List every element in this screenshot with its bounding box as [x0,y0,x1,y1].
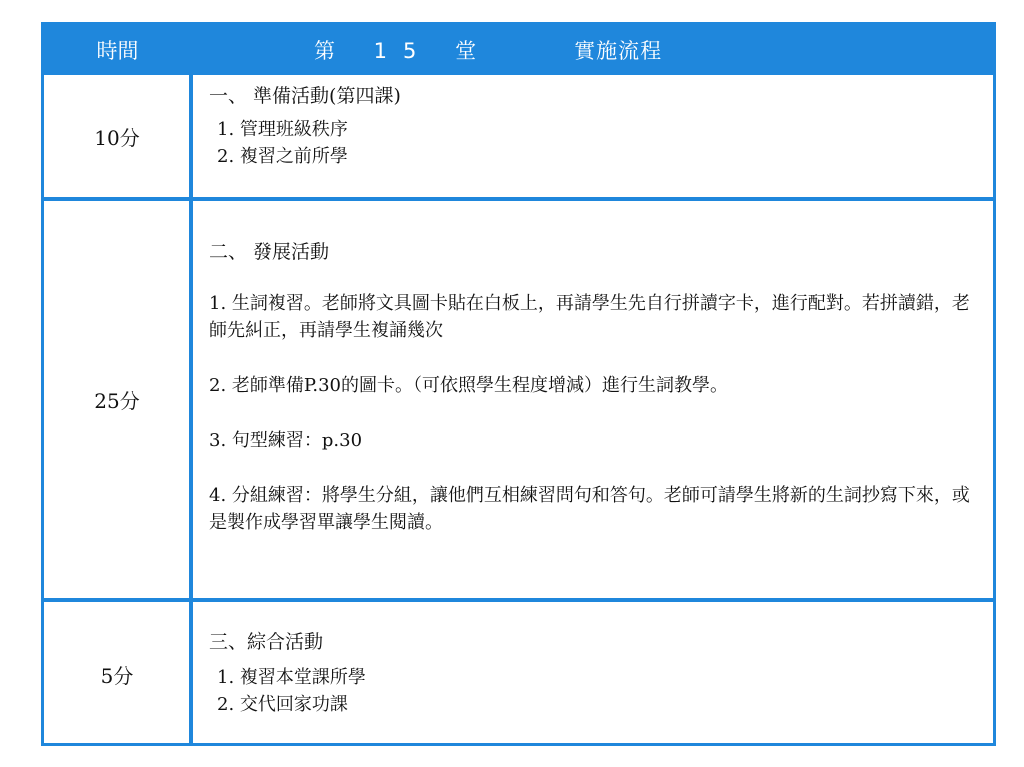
row-time-cell: 25分 [94,389,140,413]
row-content [209,83,987,170]
flow-column-header [191,25,993,75]
row-content [209,239,987,536]
list-item: 3. 句型練習：p.30 [209,430,363,451]
lesson-plan-table [41,22,996,746]
list-item: 2. 老師準備P.30的圖卡。（可依照學生程度增減）進行生詞教學。 [209,375,728,396]
plan-heading: 實施流程 [574,39,663,63]
list-item: 4. 分組練習：將學生分組，讓他們互相練習問句和答句。老師可請學生將新的生詞抄寫下來，或是製作成學習單讓學生閱讀。 [209,485,970,533]
list-item: 2. 交代回家功課 [217,694,348,715]
list-item: 1. 生詞複習。老師將文具圖卡貼在白板上，再請學生先自行拼讀字卡，進行配對。若拼讀錯，老師先糾正，再請學生複誦幾次 [209,293,970,341]
table-header [44,25,993,75]
section-title: 三、綜合活動 [209,631,324,653]
section-title: 二、 發展活動 [209,241,330,263]
list-item: 2. 複習之前所學 [217,146,348,167]
list-item: 1. 複習本堂課所學 [217,667,366,688]
list-item: 1. 管理班級秩序 [217,119,348,140]
time-column-header: 時間 [96,39,139,63]
row-content [209,629,987,718]
lesson-number: 第 15 堂 [314,39,493,63]
section-title: 一、 準備活動(第四課) [209,85,401,107]
row-time-cell: 5分 [100,663,134,688]
row-time-cell: 10分 [94,125,140,150]
